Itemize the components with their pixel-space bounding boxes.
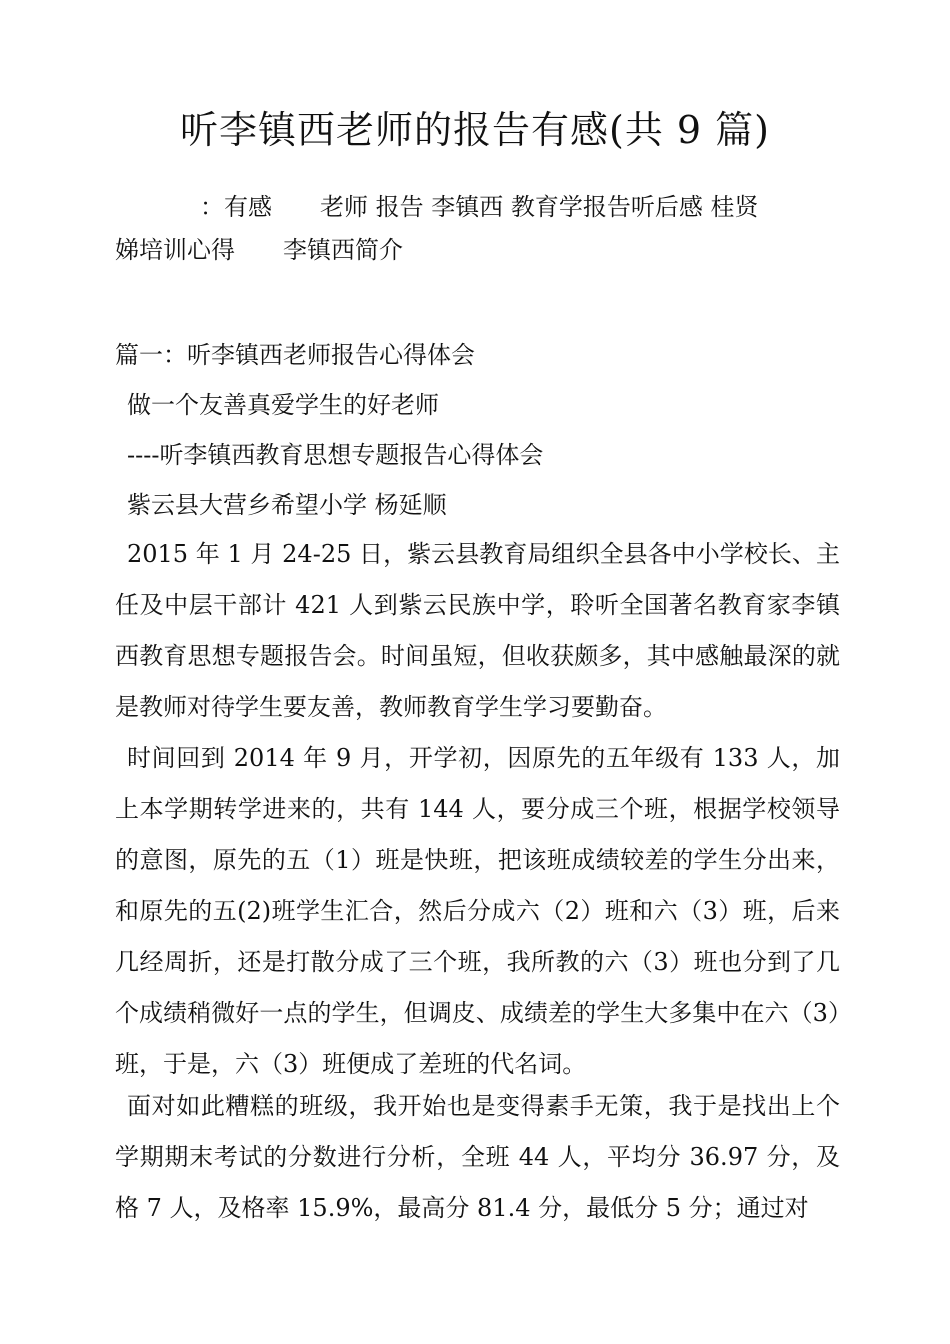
paragraph: 2015 年 1 月 24-25 日，紫云县教育局组织全县各中小学校长、主任及中层干部计 421 人到紫云民族中学，聆听全国著名教育家李镇西教育思想专题报告会。时间虽短，但收获颇多，其中感触最深的就是教师对待学生要友善，教师教育学生学习要勤奋。 (115, 540, 840, 721)
article-subtitle: 做一个友善真爱学生的好老师 (127, 391, 439, 419)
keyword-tags (115, 186, 840, 272)
paragraph: 时间回到 2014 年 9 月，开学初，因原先的五年级有 133 人，加上本学期转学进来的，共有 144 人，要分成三个班，根据学校领导的意图，原先的五（1）班是快班，把该班成绩较差的学生分出来，和原先的五(2)班学生汇合，然后分成六（2）班和六（3）班，后来几经周折，还是打散分成了三个班，我所教的六（3）班也分到了几个成绩稍微好一点的学生，但调皮、成绩差的学生大多集中在六（3）班，于是，六（3）班便成了差班的代名词。 (115, 744, 840, 1078)
tags-line-2: 娣培训心得 李镇西简介 (115, 236, 403, 264)
paragraph: 面对如此糟糕的班级，我开始也是变得素手无策，我于是找出上个学期期末考试的分数进行分析，全班 44 人，平均分 36.97 分，及格 7 人，及格率 15.9%，最高分 81.4 分，最低分 5 分；通过对 (115, 1092, 840, 1222)
author-line: 紫云县大营乡希望小学 杨延顺 (127, 491, 447, 519)
tags-line-1: ：有感 老师 报告 李镇西 教育学报告听后感 桂贤 (200, 193, 759, 221)
article-subheading: ----听李镇西教育思想专题报告心得体会 (127, 441, 544, 469)
document-title: 听李镇西老师的报告有感(共 9 篇) (180, 108, 770, 152)
section-heading: 篇一：听李镇西老师报告心得体会 (115, 341, 475, 369)
